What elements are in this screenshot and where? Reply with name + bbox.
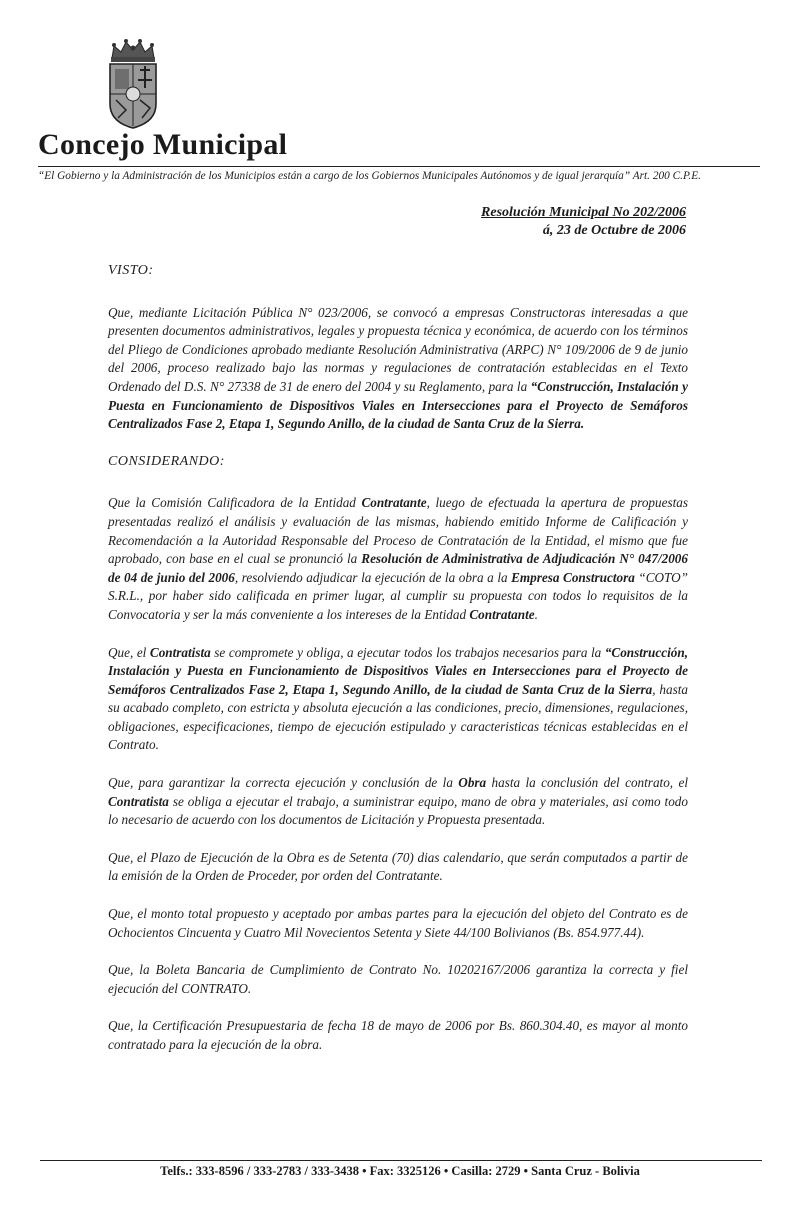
project-name: “Construcción, Instalación y Puesta en Funcionamiento de Dispositivos Viales en Intersecciones para el Proyecto de Semáforos Centralizados Fase 2, Etapa 1, Segundo Anillo, de la ciudad de Santa Cruz de la Sierra. [108, 378, 688, 432]
resolution-header [481, 204, 686, 240]
considerando-paragraph-7: Que, la Certificación Presupuestaria de fecha 18 de mayo de 2006 por Bs. 860.304.40, es mayor al monto contratado para la ejecución de la obra. [108, 1018, 688, 1052]
resolution-date: á, 23 de Octubre de 2006 [542, 223, 686, 238]
bold-run: Contratista [108, 793, 169, 809]
header-motto: “El Gobierno y la Administración de los Municipios están a cargo de los Gobiernos Municipales Autónomos y de igual jerarquía” Art. 200 C.P.E. [38, 170, 701, 182]
text-run: Que la Comisión Calificadora de la Entidad [108, 495, 362, 511]
text-run: , luego de efectuada la apertura de propuestas presentadas realizó el análisis y evaluación de las mismas, habiendo emitido Informe de Calificación y Recomendación a la Autoridad Responsable del Proceso de Contratación de la Entidad, el mismo que fue aprobado, con base en el cual se pronunció la [108, 495, 688, 567]
resolution-number: Resolución Municipal No 202/2006 [481, 205, 686, 220]
considerando-paragraph-5: Que, el monto total propuesto y aceptado por ambas partes para la ejecución del objeto del Contrato es de Ochocientos Cincuenta y Cuatro Mil Novecientos Setenta y Siete 44/100 Bolivianos (Bs. 854.977.44). [108, 906, 688, 940]
text-run: . [534, 606, 538, 622]
header-divider [38, 166, 760, 167]
bold-run: Empresa Constructora [511, 569, 635, 585]
text-run: , resolviendo adjudicar la ejecución de la obra a la [234, 569, 512, 585]
text-run: , hasta su acabado completo, con estricta y absoluta ejecución a las condiciones, precio, dimensiones, regulaciones, obligaciones, especificaciones, tiempo de ejecución estipulado y caracteristicas técnicas establecidas en el Contrato. [108, 681, 688, 753]
text-run: hasta la conclusión del contrato, el [486, 775, 688, 791]
bold-run: Obra [458, 775, 487, 791]
coat-of-arms-icon [104, 38, 162, 130]
footer-divider [40, 1160, 762, 1161]
text-run: “COTO” S.R.L., por haber sido calificada en primer lugar, al cumplir su propuesta con todos lo requisitos de la Convocatoria y ser la más conveniente a los intereses de la Entidad [108, 569, 689, 622]
considerando-paragraph-6: Que, la Boleta Bancaria de Cumplimiento de Contrato No. 10202167/2006 garantiza la correcta y fiel ejecución del CONTRATO. [108, 962, 688, 996]
considerando-paragraph-4: Que, el Plazo de Ejecución de la Obra es de Setenta (70) dias calendario, que serán computados a partir de la emisión de la Orden de Proceder, por orden del Contratante. [108, 849, 688, 884]
organization-name: Concejo Municipal [38, 128, 288, 161]
text-run: Que, mediante Licitación Pública N° 023/2006, se convocó a empresas Constructoras interesadas a que presenten documentos administrativos, legales y propuesta técnica y económica, de acuerdo con los términos del Pliego de Condiciones aprobado mediante Resolución Administrativa (ARPC) N° 109/2006 de 9 de junio del 2006, proceso realizado bajo las normas y regulaciones de contratación establecidas en el Texto Ordenado del D.S. N° 27338 de 31 de enero del 2004 y su Reglamento, para la [108, 304, 688, 394]
text-run: Que, el [108, 644, 150, 660]
considerando-paragraph-3 [108, 774, 688, 830]
visto-paragraph [108, 304, 688, 434]
document-body [108, 262, 688, 1074]
project-name: “Construcción, Instalación y Puesta en Funcionamiento de Dispositivos Viales en Intersecciones para el Proyecto de Semáforos Centralizados Fase 2, Etapa 1, Segundo Anillo, de la ciudad de Santa Cruz de la Sierra [108, 644, 688, 697]
considerando-heading: CONSIDERANDO: [108, 453, 225, 469]
bold-run: Contratista [149, 644, 211, 660]
text-run: se obliga a ejecutar el trabajo, a suministrar equipo, mano de obra y materiales, asi como todo lo necesario de acuerdo con los documentos de Licitación y Propuesta presentada. [108, 793, 688, 828]
visto-heading: VISTO: [108, 263, 154, 278]
bold-run: Contratante [361, 495, 427, 511]
bold-run: Contratante [469, 606, 535, 622]
considerando-paragraph-2 [108, 644, 688, 756]
bold-run: Resolución de Administrativa de Adjudicación N° 047/2006 de 04 de junio del 2006 [108, 551, 688, 585]
text-run: se compromete y obliga, a ejecutar todos los trabajos necesarios para la [210, 644, 605, 660]
text-run: Que, para garantizar la correcta ejecución y conclusión de la [108, 775, 459, 791]
considerando-paragraph-1 [108, 494, 688, 624]
footer-contact: Telfs.: 333-8596 / 333-2783 / 333-3438 • Fax: 3325126 • Casilla: 2729 • Santa Cruz - Bolivia [160, 1164, 640, 1178]
